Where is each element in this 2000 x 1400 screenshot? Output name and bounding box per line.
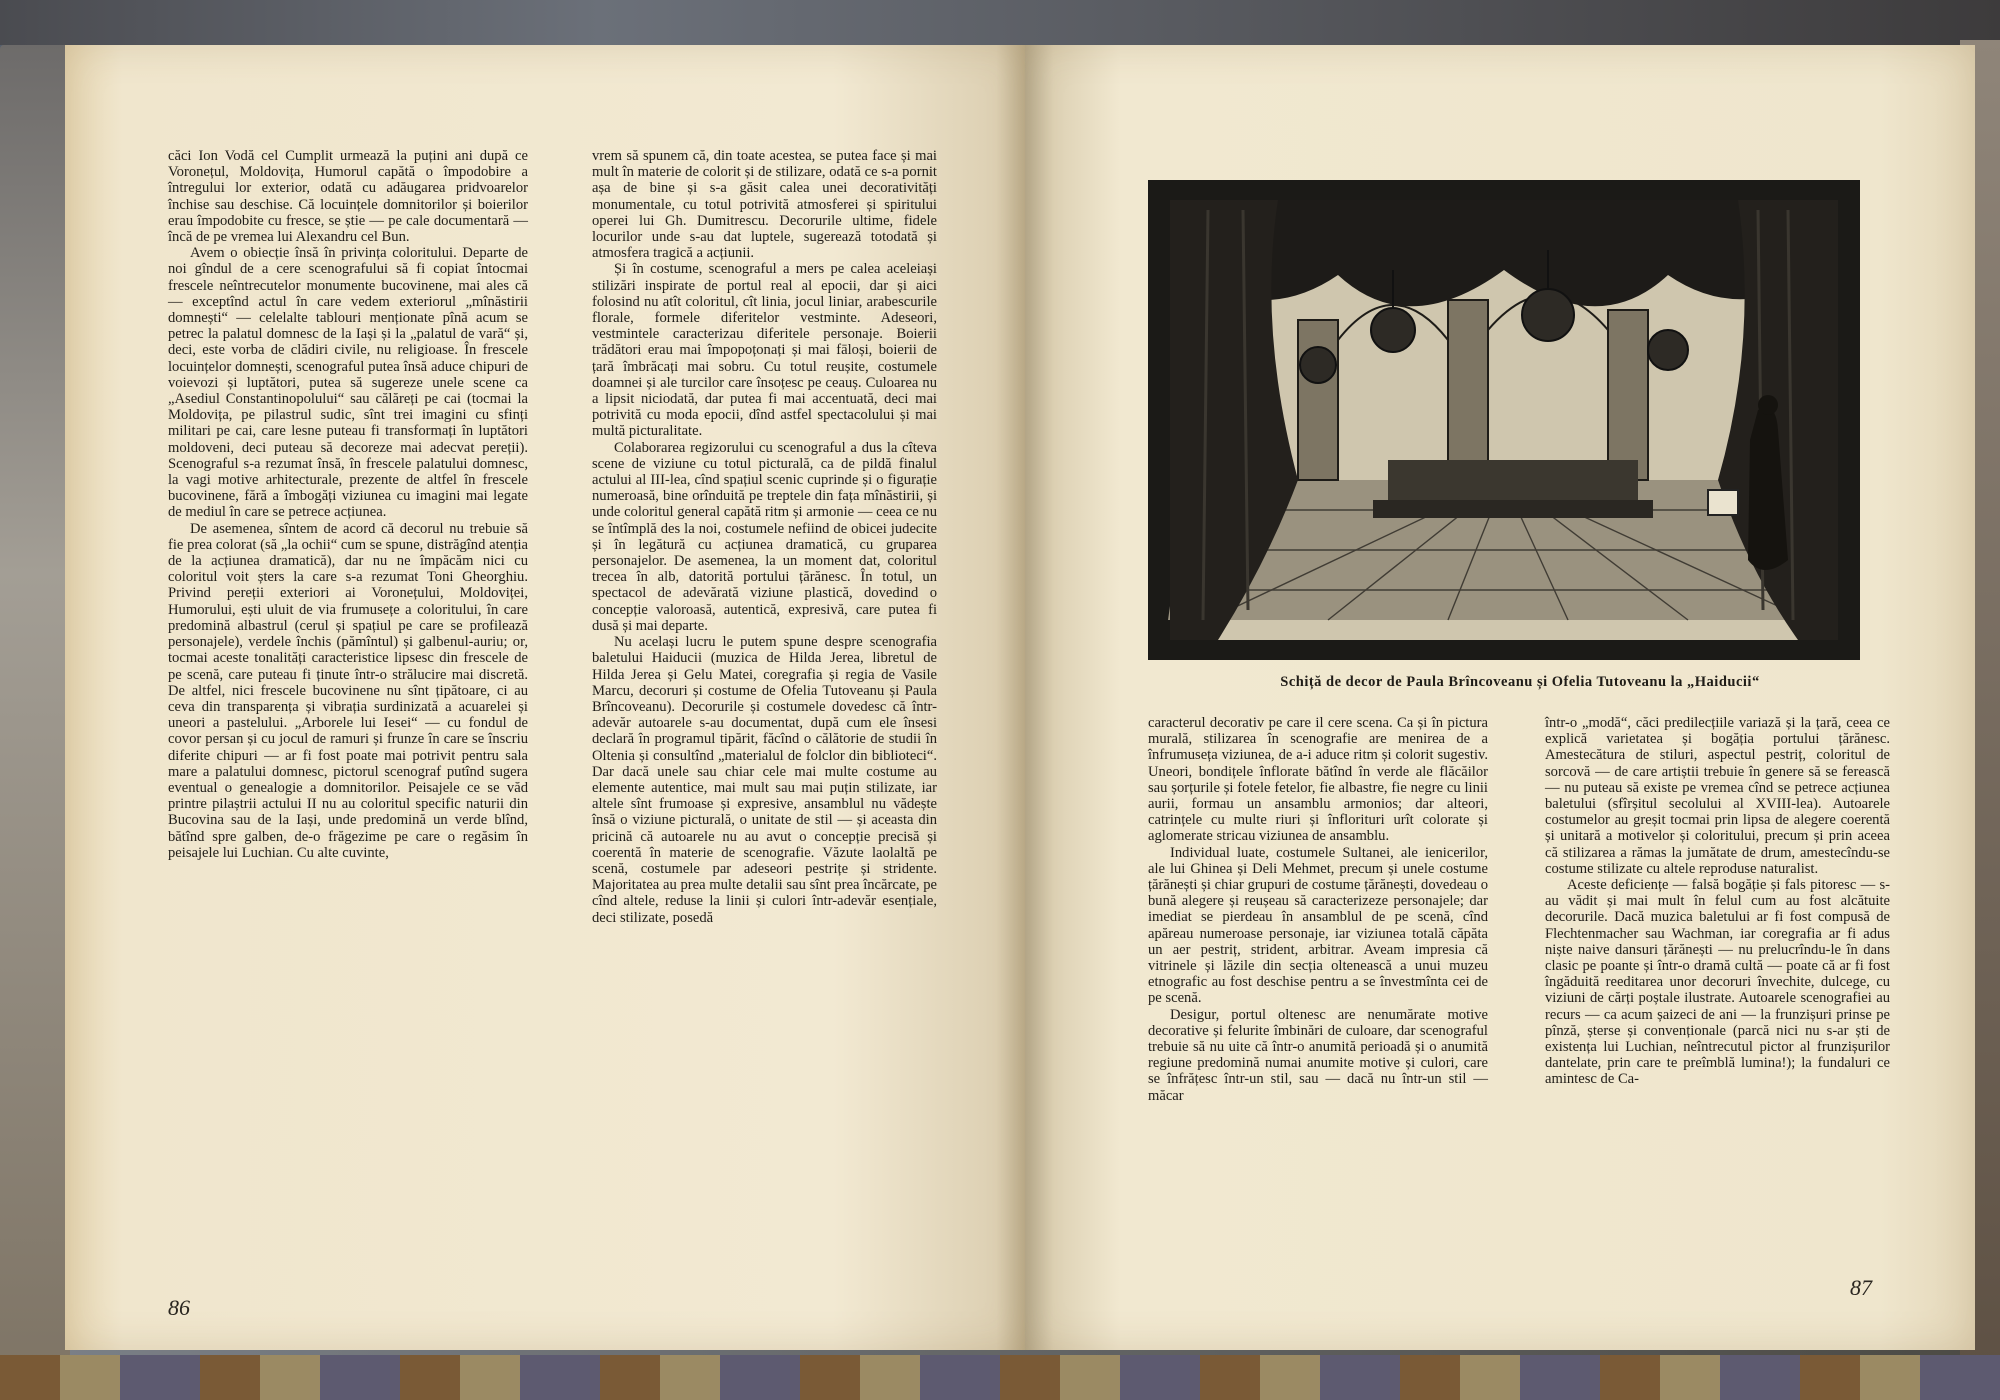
paragraph: Avem o obiecție însă în privința coloritului. Departe de noi gîndul de a cere scenografului să fi copiat întocmai frescele neîntrecutelor monumente bucovinene, mai ales că — exceptînd actul în care vedem exteriorul „mînăstirii domnești“ — celelalte tablouri menționate pînă acum se petrec la palatul domnesc de la Iași și la „palatul de vară“ și, deci, este vorba de clădiri civile, nu religioase. În frescele locuințelor domnești, scenograful putea însă aduce chipuri de voievozi și luptători, putea să sugereze unele scene ca „Asediul Constantinopolului“ sau călăreți pe cai (tocmai la Moldovița, pe pilastrul sudic, sînt trei imagini cu sfinți militari pe cai, care lesne puteau fi transformați în luptători moldoveni, deci puteau să decoreze mai adecvat pereții). Scenograful s-a rezumat însă, în frescele palatului domnesc, la vagi motive arhitecturale, prezente de altfel în frescele bucovinene, fără a îmbogăți viziunea cu imagini mai legate de mediul în care se petrece acțiunea. [168, 245, 528, 521]
paragraph: vrem să spunem că, din toate acestea, se putea face și mai mult în materie de colorit și de stilizare, odată ce s-a pornit așa de bine și s-a găsit calea unei decorativități monumentale, cu totul potrivită atmosferei și spiritului operei lui Gh. Dumitrescu. Decorurile ultime, fidele locurilor unde s-au dat luptele, sugerează totodată și atmosfera tragică a acțiunii. [592, 148, 937, 262]
background-fabric-top [0, 0, 2000, 45]
book-cover-left-edge [0, 45, 70, 1365]
paragraph: într-o „modă“, căci predilecțiile variază și la țară, ceea ce explică varietatea și bogăția portului țărănesc. Amestecătura de stiluri, aspectul pestriț, coloritul de sorcovă — de care artiștii trebuie în genere să se ferească — nu puteau să existe pe vremea cînd se petrece acțiunea baletului (sfîrșitul secolului al XVIII-lea). Autoarele costumelor au greșit tocmai prin lipsa de alegere coerentă și unitară a motivelor și coloritului, precum și prin aceea că stilizarea a rămas la jumătate de drum, amestecîndu-se costume stilizate cu altele reproduse naturalist. [1545, 715, 1890, 877]
paragraph: Nu același lucru le putem spune despre scenografia baletului Haiducii (muzica de Hilda Jerea, libretul de Hilda Jerea și Gelu Matei, coregrafia și regia de Vasile Marcu, decoruri și costume de Ofelia Tutoveanu și Paula Brîncoveanu). Decorurile și costumele dovedesc că într-adevăr autoarele s-au documentat, după cum ele însesi declară în programul tipărit, făcînd o călătorie de studii în Oltenia și consultînd „materialul de folclor din biblioteci“. Dar dacă unele sau chiar cele mai multe costume au elemente autentice, mai mult sau mai puțin stilizate, iar altele sînt frumoase și expresive, ansamblul nu vădește însă o viziune picturală, o unitate de stil — și aceasta din pricină că autoarele nu au avut o concepție precisă și coerentă în materie de scenografie. Văzute laolaltă pe scenă, costumele par adeseori pestrițe și stridente. Majoritatea au prea multe detalii sau sînt prea încărcate, pe cînd altele, reduse la linii și culori într-adevăr esențiale, deci stilizate, posedă [592, 634, 937, 926]
paragraph: Individual luate, costumele Sultanei, ale ienicerilor, ale lui Ghinea și Deli Mehmet, precum și unele costume țărănești și chiar grupuri de costume țărănești, dovedeau o bună alegere și reușeau să caracterizeze personajele; dar imediat se pierdeau în ansamblul de pe scenă, cînd apăreau numeroase personaje, iar viziunea totală căpăta un aer pestriț, strident, arbitrar. Aveam impresia că vitrinele și lăzile din secția oltenească a unui muzeu etnografic au fost deschise pentru a se învestmînta cei de pe scenă. [1148, 844, 1488, 1007]
figure-caption: Schiță de decor de Paula Brîncoveanu și Ofelia Tutoveanu la „Haiducii“ [1280, 674, 1760, 690]
page-number-left: 86 [168, 1295, 190, 1320]
stage-design-sketch [1148, 180, 1860, 660]
right-page-column-2 [1545, 715, 1890, 1088]
paragraph: Colaborarea regizorului cu scenograful a dus la cîteva scene de viziune cu totul picturală, ca de pildă finalul actului al III-lea, cînd spațiul scenic cuprinde și o figurație numeroasă, bine orînduită pe treptele din fața mînăstirii, și unde coloritul general capătă ritm și armonie — ceea ce nu se întîmplă des la noi, costumele nefiind de obicei judecite și în legătură cu acțiunea dramatică, cu gruparea personajelor. De asemenea, la un moment dat, coloritul trecea în alb, datorită portului țărănesc. În totul, un spectacol de adevărată viziune plastică, dovedind o concepție valoroasă, autentică, expresivă, care putea fi dusă și mai departe. [592, 439, 937, 634]
right-page-column-1 [1148, 715, 1488, 1104]
paragraph: Și în costume, scenograful a mers pe calea aceleiași stilizări inspirate de portul real al epocii, dar și aici folosind nu atît coloritul, cît linia, jocul liniar, arabescurile florale, formele diferitelor vestminte. Adeseori, vestmintele caracterizau diferitele personaje. Boierii trădători erau mai împopoțonați și mai fāloși, boierii de țară îmbrăcați mai sobru. Cu totul reușite, costumele doamnei și ale turcilor care însoțesc pe ceauș. Culoarea nu a lipsit niciodată, dar putea fi mai accentuată, deci mai potrivită cu moda epocii, dînd astfel spectacolului și mai multă picturalitate. [592, 261, 937, 440]
left-page-column-2 [592, 148, 937, 926]
page-number-right: 87 [1850, 1275, 1872, 1300]
paragraph: Aceste deficiențe — falsă bogăție și fals pitoresc — s-au vădit și mai mult în felul cum au fost alcătuite decorurile. Dacă muzica baletului ar fi fost compusă de Flechtenmacher sau Wachman, iar coregrafia ar fi adus niște naive dansuri țărănești — nu prelucrîndu-le în dans clasic pe poante și într-o dramă cultă — poate că ar fi fost îngăduită reeditarea unor decoruri învechite, dulcege, cu viziuni de cărți poștale ilustrate. Autoarele scenografiei au recurs — ca acum șaizeci de ani — la frunzișuri prinse pe pînză, șterse și convenționale (parcă nici nu s-ar ști de existența lui Luchian, neîntrecutul pictor al frunzișurilor dantelate, prin care te preîmblă lumina!); la fundaluri ce amintesc de Ca- [1545, 877, 1890, 1088]
paragraph: caracterul decorativ pe care il cere scena. Ca și în pictura murală, stilizarea în scenografie are menirea de a înfrumuseța viziunea, de a-i aduce ritm și colorit sugestiv. Uneori, bondițele înflorate bătînd în verde ale flăcăilor sau șorțurile și fotele fetelor, fie albastre, fie negre cu linii aurii, formau un ansamblu armonios; dar alteori, catrințele cu multe riuri și înflorituri urît colorate și aglomerate stricau viziunea de ansamblu. [1148, 715, 1488, 845]
paragraph: De asemenea, sîntem de acord că decorul nu trebuie să fie prea colorat (să „la ochii“ cum se spune, distrăgînd atenția de la acțiunea dramatică), dar nu ne împăcăm nici cu coloritul voit șters la care s-a rezumat Toni Gheorghiu. Privind pereții exteriori ai Voronețului, Moldoviței, Humorului, ești uluit de via frumusețe a coloritului, în care predomină albastrul (cerul și spațiul pe care se profilează personajele), verdele închis (pămîntul) și galbenul-auriu; or, tocmai aceste tonalități caracteristice lipsesc din frescele de pe scenă, care puteau fi ținute într-o strălucire mai discretă. De altfel, nici frescele bucovinene nu sînt țipătoare, ci au ceva din transparența și vibrația surdinizată a acuarelei și uneori a pastelului. „Arborele lui Iesei“ — cu fondul de covor persan și cu jocul de ramuri și frunze în care se înscriu diferite chipuri — ar fi fost poate mai potrivit pentru sala mare a palatului domnesc, pictorul scenograf putînd sugera eventual o genealogie a domnitorilor. Peisajele ce se văd printre pilaștrii actului II nu au coloritul specific naturii din Bucovina sau de la Iași, unde predomină un verde blînd, bătînd spre galben, de-o frăgezime pe care o regăsim în peisajele lui Luchian. Cu alte cuvinte, [168, 520, 528, 861]
paragraph: căci Ion Vodă cel Cumplit urmează la puțini ani după ce Voronețul, Moldovița, Humorul capătă o împodobire a întregului lor exterior, odată cu adăugarea pridvoarelor închise sau deschise. Că locuințele domnitorilor și boierilor erau împodobite cu fresce, se știe — pe cale documentară — încă de pe vremea lui Alexandru cel Bun. [168, 148, 528, 246]
background-fabric-bottom [0, 1355, 2000, 1400]
paragraph: Desigur, portul oltenesc are nenumărate motive decorative și felurite îmbinări de culoare, dar scenograful trebuie să nu uite că într-o anumită perioadă și o anumită regiune predomină numai anumite motive și culori, care se înfrățesc într-un stil, sau — dacă nu într-un stil — măcar [1148, 1006, 1488, 1104]
left-page-column-1 [168, 148, 528, 861]
